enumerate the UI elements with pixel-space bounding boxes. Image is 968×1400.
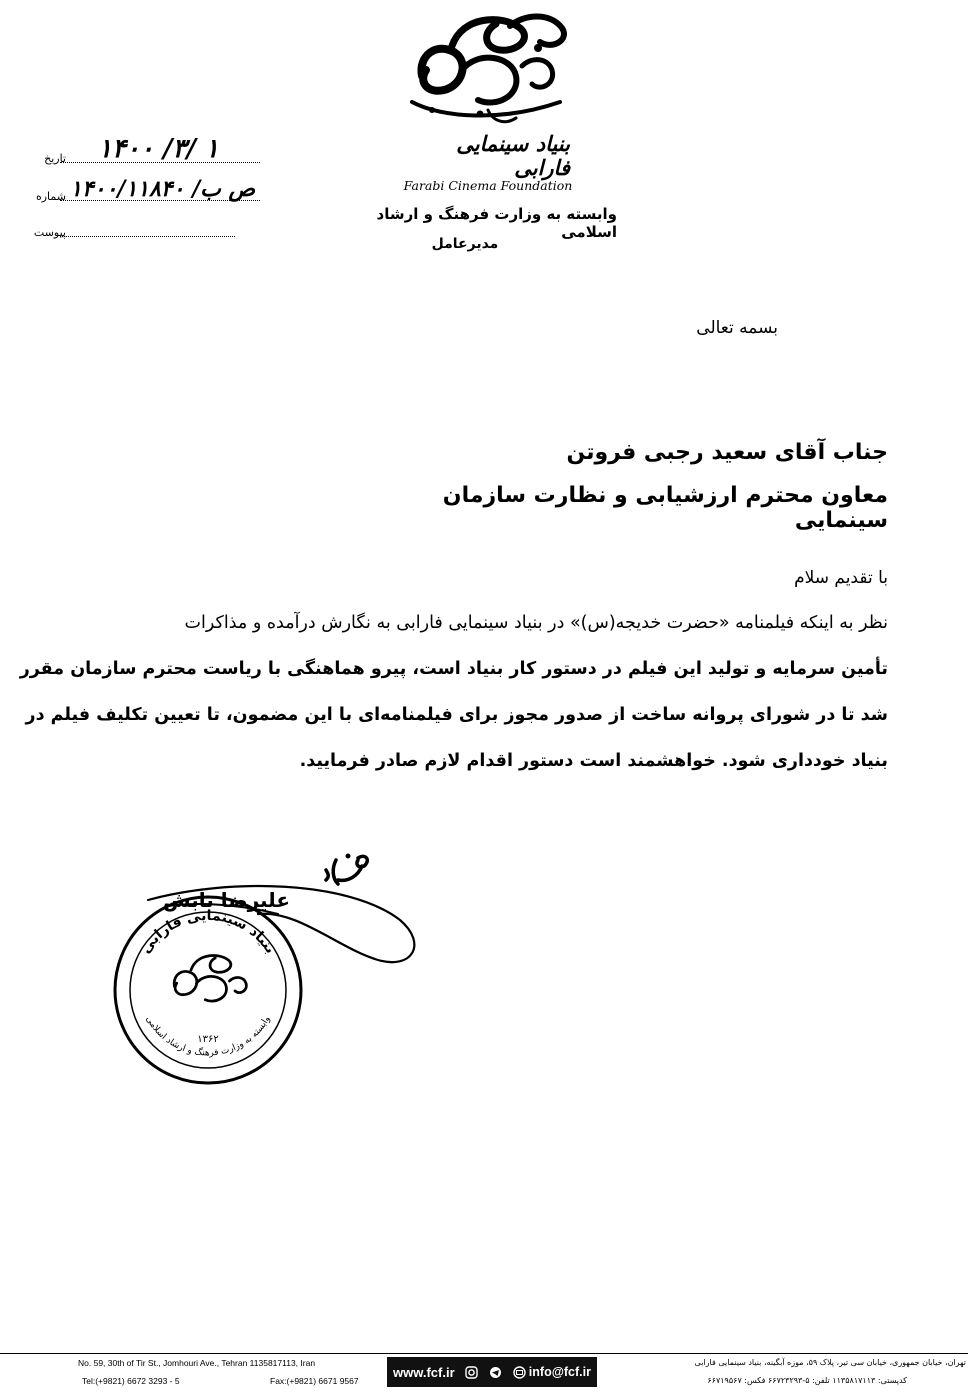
- addressee-title: معاون محترم ارزشیابی و نظارت سازمان سینمایی: [442, 483, 888, 533]
- website-link[interactable]: www.fcf.ir: [393, 1364, 455, 1380]
- footer-contact-persian: کدپستی: ۱۱۳۵۸۱۷۱۱۳ تلفن: ۵-۶۶۷۲۳۲۹۳ فکس: ۶۶۷۱۹۵۶۷: [707, 1376, 907, 1385]
- stamp-year: ۱۳۶۲: [197, 1034, 219, 1045]
- email-text: info@fcf.ir: [528, 1365, 591, 1379]
- letter-body: [19, 600, 888, 784]
- org-name-persian: بنیاد سینمایی فارابی: [456, 132, 570, 180]
- body-line: نظر به اینکه فیلمنامه «حضرت خدیجه(س)» در بنیاد سینمایی فارابی به نگارش درآمده و مذاکرات: [184, 613, 888, 633]
- body-line: بنیاد خودداری شود. خواهشمند است دستور اقدام لازم صادر فرمایید.: [299, 751, 888, 771]
- footer-divider: [0, 1353, 968, 1354]
- email-link[interactable]: [513, 1365, 591, 1379]
- footer-address-persian: تهران، خیابان جمهوری، خیابان سی تیر، پلاک ۵۹، موزه آبگینه، بنیاد سینمایی فارابی: [694, 1358, 966, 1367]
- foundation-logo: [392, 6, 580, 132]
- official-stamp: [110, 892, 306, 1088]
- attachment-label: پیوست: [33, 226, 66, 239]
- invocation: بسمه تعالی: [696, 318, 778, 338]
- instagram-icon: [465, 1366, 478, 1379]
- footer-telephone: Tel:(+9821) 6672 3293 - 5: [82, 1376, 180, 1386]
- stamp-bottom-text: وابسته به وزارت فرهنگ و ارشاد اسلامی: [143, 1014, 273, 1059]
- date-field: [10, 134, 265, 172]
- addressee-name: جناب آقای سعید رجبی فروتن: [566, 440, 888, 465]
- footer-fax: Fax:(+9821) 6671 9567: [270, 1376, 359, 1386]
- greeting: با تقدیم سلام: [794, 568, 888, 588]
- number-value: ۱۴۰۰/ص ب/ ۱۱۸۴۰: [70, 176, 256, 202]
- email-icon: [513, 1366, 526, 1379]
- number-field: [10, 178, 265, 210]
- stamp-top-text: بنیاد سینمایی فارابی: [137, 907, 279, 957]
- footer-contact-bar: [387, 1357, 597, 1387]
- date-label: تاریخ: [44, 152, 66, 165]
- number-label: شماره: [35, 190, 66, 203]
- footer-address-english: No. 59, 30th of Tir St., Jomhouri Ave., Tehran 1135817113, Iran: [78, 1358, 316, 1368]
- signer-name: علیرضا تابش: [162, 888, 290, 912]
- sender-position: مدیرعامل: [431, 236, 499, 252]
- org-name-english: Farabi Cinema Foundation: [403, 178, 573, 193]
- attachment-field: [10, 214, 265, 246]
- body-line: تأمین سرمایه و تولید این فیلم در دستور کار بنیاد است، پیرو هماهنگی با ریاست محترم سازمان مقرر: [19, 659, 888, 679]
- body-line: شد تا در شورای پروانه ساخت از صدور مجوز برای فیلمنامه‌ای با این مضمون، تا تعیین تکلیف فیلم در: [25, 705, 888, 725]
- telegram-icon: [489, 1366, 502, 1379]
- affiliation-line: وابسته به وزارت فرهنگ و ارشاد اسلامی: [376, 205, 617, 241]
- date-value: ۱۴۰۰ /۳/ ۱: [98, 134, 219, 164]
- attachment-dotted-line: [60, 236, 235, 237]
